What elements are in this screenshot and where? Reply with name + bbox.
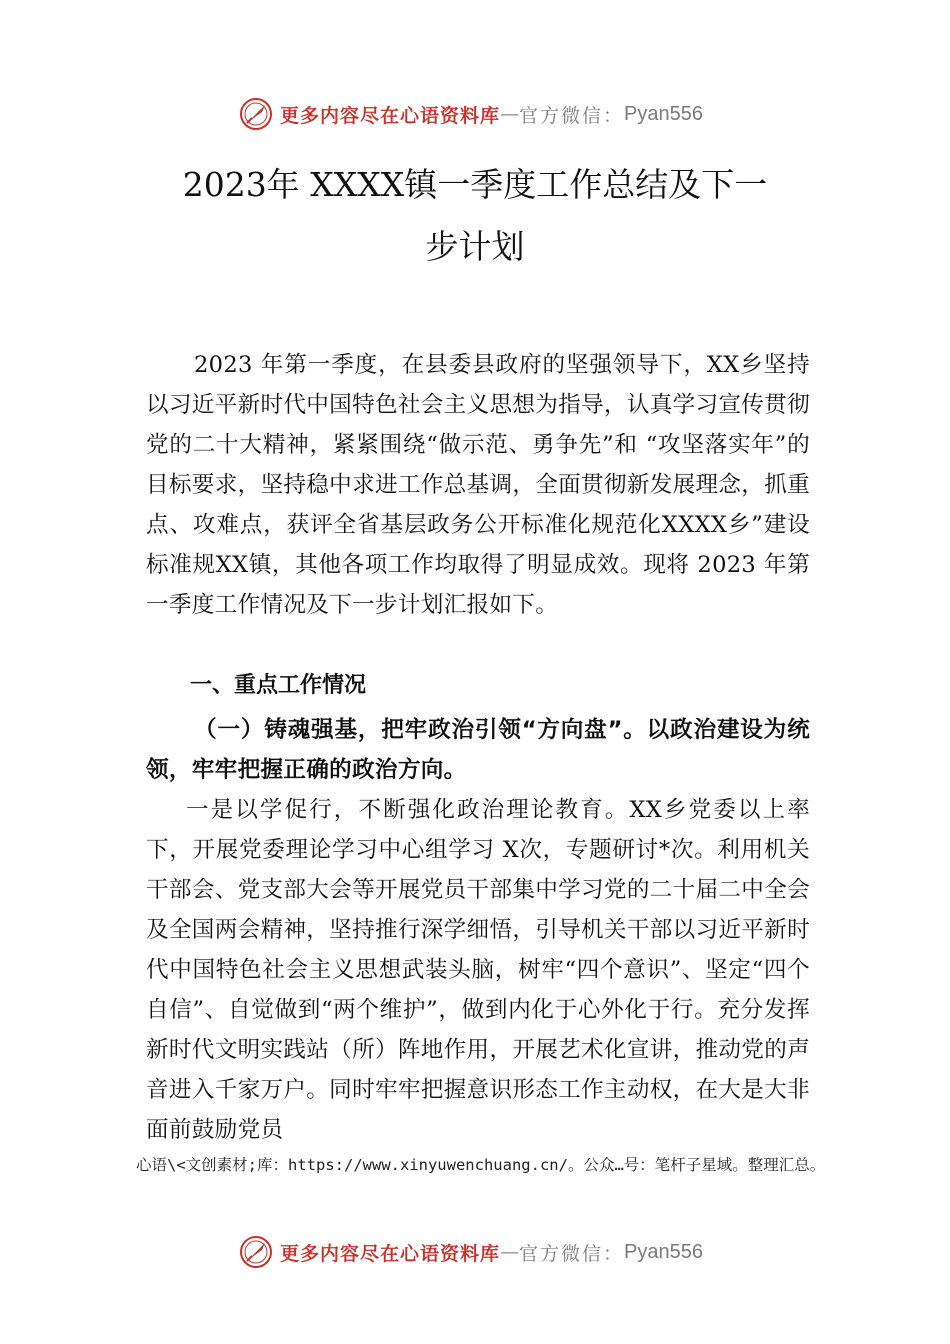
source-footnote: 心语\<文创素材;库：https://www.xinyuwenchuang.cn/。公众…号：笔杆子星域。整理汇总。 (136, 1156, 826, 1174)
quill-logo-icon (238, 96, 274, 132)
banner-library-text: 更多内容尽在心语资料库 (280, 1242, 501, 1265)
subsection-paragraph: （一）铸魂强基，把牢政治引领“方向盘”。以政治建设为统领，牢牢把握正确的政治方向。 (146, 717, 810, 783)
quill-logo-icon (238, 1234, 274, 1270)
banner-wechat-label: 官方微信： (519, 104, 625, 127)
intro-paragraph: 2023 年第一季度，在县委县政府的坚强领导下，XX乡坚持以习近平新时代中国特色社会主义思想为指导，认真学习宣传贯彻党的二十大精神，紧紧围绕“做示范、勇争先”和 “攻坚落实年”的目标要求，坚持稳中求进工作总基调，全面贯彻新发展理念，抓重点、攻难点，获评全省基层政务公开标准化规范化XXXX乡”建设标准规XX镇，其他各项工作均取得了明显成效。现将 2023 年第一季度工作情况及下一步计划汇报如下。 (146, 352, 810, 618)
body-paragraph: 一是以学促行，不断强化政治理论教育。XX乡党委以上率下，开展党委理论学习中心组学习 X次，专题研讨*次。利用机关干部会、党支部大会等开展党员干部集中学习党的二十届二中全会及全国两会精神，坚持推行深学细悟，引导机关干部以习近平新时代中国特色社会主义思想武装头脑，树牢“四个意识”、坚定“四个自信”、自觉做到“两个维护”，做到内化于心外化于行。充分发挥新时代文明实践站（所）阵地作用，开展艺术化宣讲，推动党的声音进入千家万户。同时牢牢把握意识形态工作主动权，在大是大非面前鼓励党员 (146, 797, 810, 1143)
document-title-line1: 2023年 XXXX镇一季度工作总结及下一 (182, 165, 768, 204)
banner-wechat-label: 官方微信： (519, 1242, 625, 1265)
header-banner (0, 94, 950, 134)
banner-dash: — (500, 103, 520, 125)
banner-library-text: 更多内容尽在心语资料库 (280, 104, 501, 127)
banner-wechat-id: Pyan556 (624, 102, 703, 125)
footer-banner (0, 1232, 950, 1272)
section-heading: 一、重点工作情况 (190, 673, 367, 698)
document-title-line2: 步计划 (425, 227, 525, 266)
banner-wechat-id: Pyan556 (624, 1240, 703, 1263)
banner-dash: — (500, 1241, 520, 1263)
